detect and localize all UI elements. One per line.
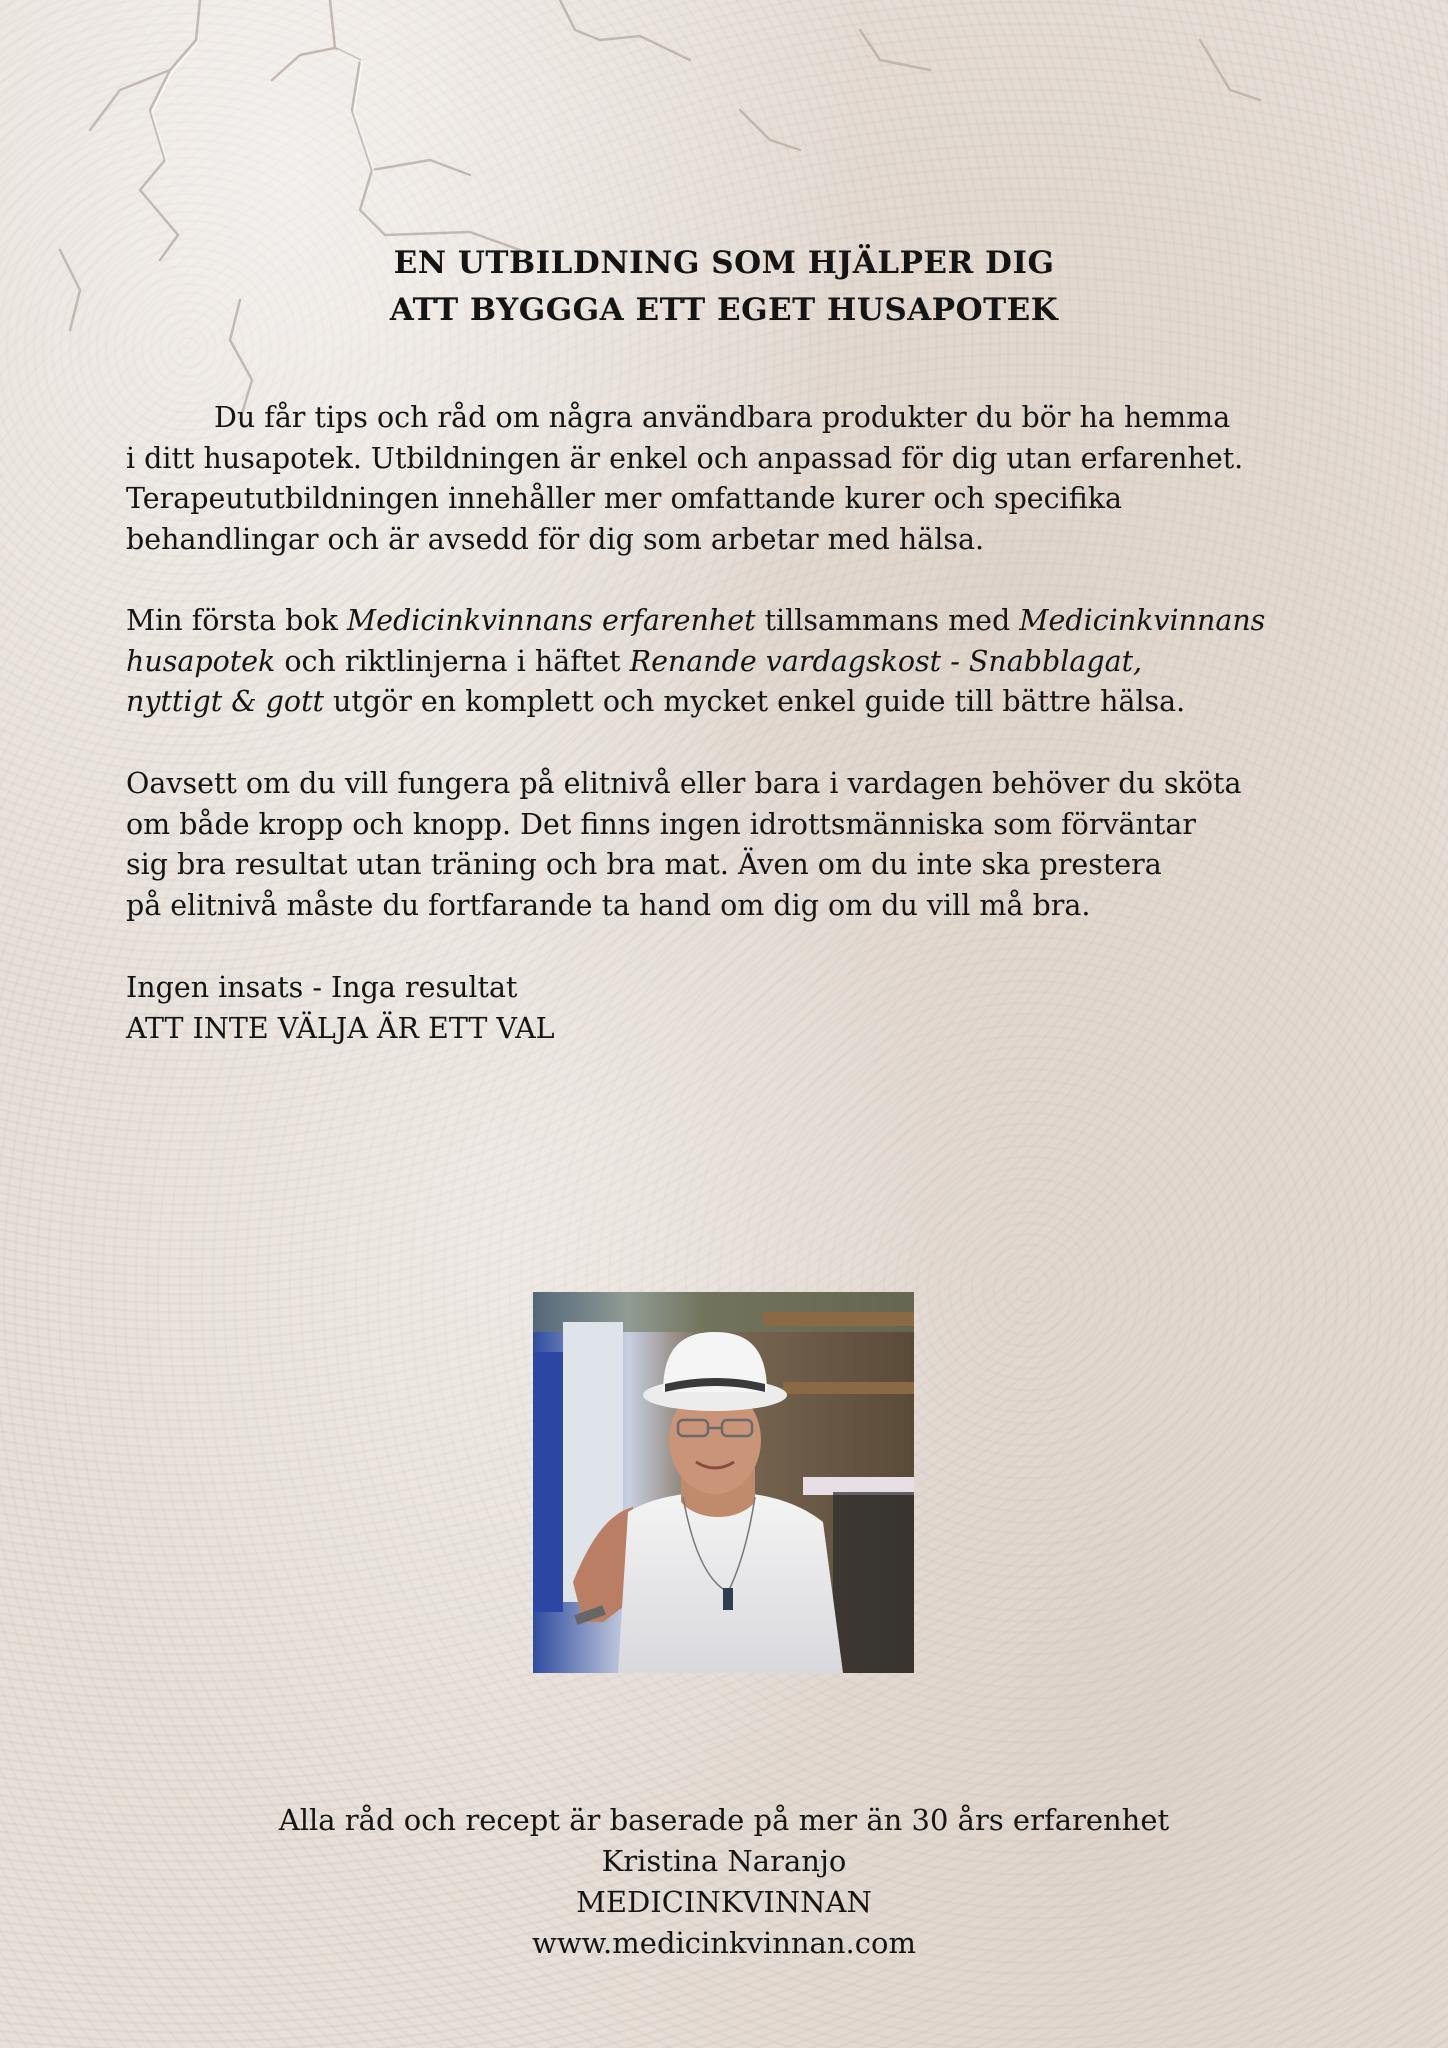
footer-credits [0,1800,1448,1964]
motto [126,968,1376,1049]
author-name: Kristina Naranjo [601,1844,847,1878]
intro-paragraph [126,398,1376,560]
author-portrait-photo [533,1292,914,1673]
brand-name: MEDICINKVINNAN [576,1885,872,1919]
intro-line-4: behandlingar och är avsedd för dig som arbetar med hälsa. [126,522,985,556]
book-title-husapotek-part2: husapotek [126,644,276,678]
books-text: och riktlinjerna i häftet [275,644,630,678]
book-title-husapotek-part1: Medicinkvinnans [1019,604,1266,637]
website-url: www.medicinkvinnan.com [532,1926,916,1960]
booklet-title-part2: nyttigt & gott [126,685,324,718]
motivation-line-2: om både kropp och knopp. Det finns ingen idrottsmänniska som förväntar [126,807,1196,841]
books-line-2 [126,642,1376,683]
book-title-erfarenhet: Medicinkvinnans erfarenhet [346,604,756,637]
booklet-title-part1: Renande vardagskost - Snabblagat, [629,644,1143,678]
title-line-2: ATT BYGGGA ETT EGET HUSAPOTEK [389,292,1059,328]
books-paragraph [126,601,1376,723]
title-line-1: EN UTBILDNING SOM HJÄLPER DIG [393,245,1055,281]
intro-line-2: i ditt husapotek. Utbildningen är enkel och anpassad för dig utan erfarenhet. [126,441,1244,475]
books-line-1 [126,601,1376,642]
motivation-paragraph [126,764,1376,926]
motivation-line-4: på elitnivå måste du fortfarande ta hand om dig om du vill må bra. [126,888,1091,922]
motivation-line-1: Oavsett om du vill fungera på elitnivå eller bara i vardagen behöver du sköta [126,767,1242,800]
motto-line-2: ATT INTE VÄLJA ÄR ETT VAL [126,1011,555,1045]
intro-line-1: Du får tips och råd om några användbara produkter du bör ha hemma [214,401,1231,434]
books-text: Min första bok [126,604,347,637]
experience-note: Alla råd och recept är baserade på mer än 30 års erfarenhet [278,1803,1170,1837]
books-line-3 [126,682,1376,723]
motto-line-1: Ingen insats - Inga resultat [126,971,518,1004]
intro-line-3: Terapeututbildningen innehåller mer omfattande kurer och specifika [126,482,1123,515]
books-text: utgör en komplett och mycket enkel guide till bättre hälsa. [323,685,1186,718]
books-text: tillsammans med [755,604,1020,637]
page-title [0,240,1448,334]
motivation-line-3: sig bra resultat utan träning och bra mat. Även om du inte ska prestera [126,848,1162,881]
